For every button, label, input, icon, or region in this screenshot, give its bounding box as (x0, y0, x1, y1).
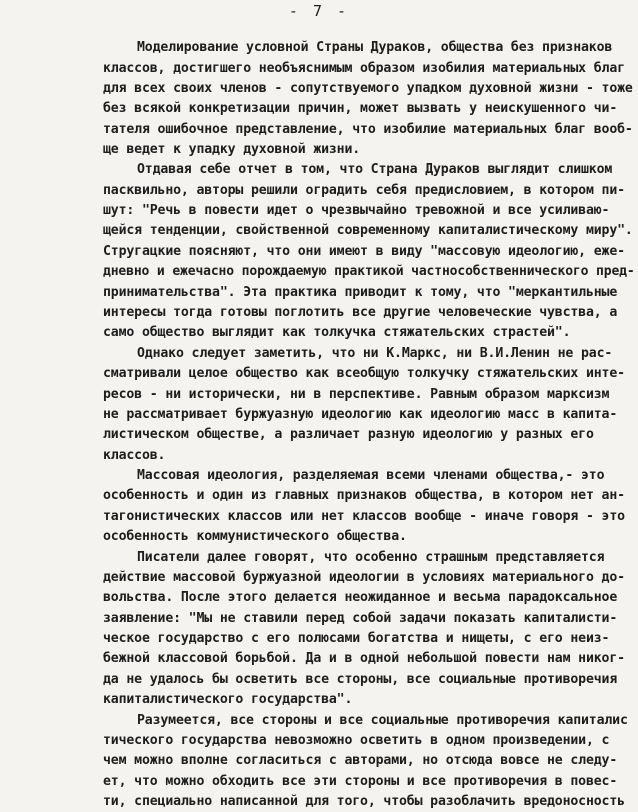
text-line: ресов - ни исторически, ни в перспективе. Равным образом марксизм (103, 387, 610, 402)
text-line: капиталистического государства". (103, 692, 353, 707)
text-line: дневно и ежечасно порождаемую практикой частнособственнического пред- (103, 264, 635, 279)
text-line: тического государства невозможно осветить в одном произведении, с (103, 733, 610, 748)
text-line: Однако следует заметить, что ни К.Маркс, ни В.И.Ленин не рас- (137, 346, 613, 361)
text-line: бежной классовой борьбой. Да и в одной небольшой повести нам никог- (103, 651, 625, 666)
text-line: для всех своих членов - сопутствуемого упадком духовной жизни - тоже (103, 81, 633, 96)
text-line: Моделирование условной Страны Дураков, общества без признаков (137, 40, 613, 55)
text-line: классов, достигшего необъяснимым образом изобилия материальных благ (103, 61, 625, 76)
text-line: пасквильно, авторы решили оградить себя предисловием, в котором пи- (103, 183, 625, 198)
text-line: сматривали целое общество как всеобщую толкучку стяжательских инте- (103, 366, 625, 381)
text-line: ческое государство с его полюсами богатства и нищеты, с его неиз- (103, 631, 610, 646)
page-number: - 7 - (288, 2, 350, 20)
text-line: Стругацкие поясняют, что они имеют в виду "массовую идеологию, еже- (103, 244, 625, 259)
text-line: не рассматривает буржуазную идеологию как идеологию масс в капита- (103, 407, 618, 422)
text-line: ти, специально написанной для того, чтобы разоблачить вредоносность (103, 794, 625, 809)
text-line: Отдавая себе отчет в том, что Страна Дураков выглядит слишком (137, 162, 613, 177)
text-line: особенность и один из главных признаков общества, в котором нет ан- (103, 488, 625, 503)
text-line: ще ведет к упадку духовной жизни. (103, 142, 361, 157)
text-line: шут: "Речь в повести идет о чрезвычайно тревожной и все усиливаю- (103, 203, 610, 218)
text-line: классов. (103, 448, 166, 463)
text-line: да не удалось бы осветить все стороны, все социальные противоречия (103, 672, 618, 687)
text-line: щейся тенденции, свойственной современному капиталистическому миру". (103, 223, 633, 238)
text-line: действие массовой буржуазной идеологии в условиях материального до- (103, 570, 625, 585)
text-line: Разумеется, все стороны и все социальные противоречия капиталис (137, 713, 628, 728)
text-line: листическом обществе, а различает разную идеологию у разных его (103, 427, 594, 442)
text-line: Писатели далее говорят, что особенно страшным представляется (137, 550, 605, 565)
text-line: заявление: "Мы не ставили перед собой задачи показать капиталисти- (103, 611, 618, 626)
text-line: само общество выглядит как толкучка стяжательских страстей". (103, 325, 571, 340)
text-line: ет, что можно обходить все эти стороны и все противоречия в повес- (103, 774, 618, 789)
text-line: тагонистических классов или нет классов вообще - иначе говоря - это (103, 509, 625, 524)
text-line: принимательства". Эта практика приводит к тому, что "меркантильные (103, 285, 618, 300)
text-line: тателя ошибочное представление, что изобилие материальных благ вооб- (103, 122, 633, 137)
text-line: интересы тогда готовы поглотить все другие человеческие чувства, а (103, 305, 618, 320)
text-line: без всякой конкретизации причин, может вызвать у неискушенного чи- (103, 101, 618, 116)
text-line: вольства. После этого делается неожиданное и весьма парадоксальное (103, 590, 618, 605)
text-line: особенность коммунистического общества. (103, 529, 407, 544)
text-line: чем можно вполне согласиться с авторами, но отсюда вовсе не следу- (103, 753, 618, 768)
text-line: Массовая идеология, разделяемая всеми членами общества,- это (137, 468, 605, 483)
